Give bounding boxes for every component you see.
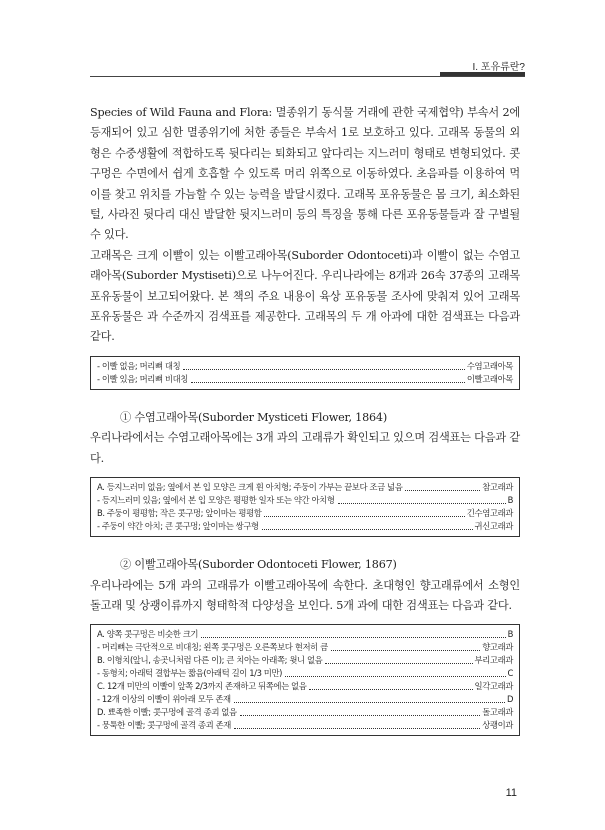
subheading-mysticeti: ① 수염고래아목(Suborder Mysticeti Flower, 1864) [120,410,387,424]
key-result: 참고래과 [482,482,513,493]
page-body [90,103,520,736]
key-odontoceti [90,624,520,736]
key-result: 상괭이과 [482,720,513,731]
key-text: - 이빨 없음; 머리뼈 대칭 [97,360,181,371]
running-header [0,58,605,78]
key-text: - 머리뼈는 극단적으로 비대칭; 왼쪽 콧구멍은 오른쪽보다 현저히 큼 [97,642,328,653]
key-result: C [507,668,513,679]
key-result: 긴수염고래과 [466,508,513,519]
key-row [97,481,513,494]
key-text: B. 주둥이 평평함; 작은 콧구멍; 앞이마는 평평함 [97,508,262,519]
header-rule [90,76,525,77]
key-text: B. 이형치(앞니, 송곳니처럼 다른 이); 큰 치아는 아래쪽; 윗니 없음 [97,655,323,666]
header-title: I. 포유류란? [472,62,525,73]
key-row [97,373,513,386]
key-text: D. 뾰족한 이빨; 콧구멍에 골격 종괴 없음 [97,707,237,718]
key-text: A. 등지느러미 없음; 옆에서 본 입 모양은 크게 휜 아치형; 주둥이 가부는 끝보다 조금 넓음 [97,482,403,493]
key-mysticeti [90,477,520,537]
paragraph-4: 우리나라에는 5개 과의 고래류가 이빨고래아목에 속한다. 초대형인 향고래류에서 소형인 돌고래 및 상괭이류까지 형태학적 다양성을 보인다. 5개 과에 대한 검색표는 다음과 같다. [90,578,520,612]
key-result: 향고래과 [482,642,513,653]
key-row [97,706,513,719]
paragraph-1: Species of Wild Fauna and Flora: 멸종위기 동식물 거래에 관한 국제협약) 부속서 2에 등재되어 있고 심한 멸종위기에 처한 종들은 부속서 1로 보호하고 있다. 고래목 동물의 외형은 수중생활에 적합하도록 뒷다리는 퇴화되고 앞다리는 지느러미 형태로 변형되었다. 콧구멍은 수면에서 쉽게 호흡할 수 있도록 머리 위쪽으로 이동하였다. 초음파를 이용하여 먹이를 찾고 위치를 가늠할 수 있는 능력을 발달시켰다. 고래목 포유동물은 몸 크기, 최소화된 털, 사라진 뒷다리 대신 발달한 뒷지느러미 등의 특징을 통해 다른 포유동물들과 잘 구별될 수 있다. [90,106,520,242]
key-text: - 동형치; 아래턱 결합부는 짧음(아래턱 길이 1/3 미만) [97,668,283,679]
key-text: - 주둥이 약간 아치; 큰 콧구멍; 앞이마는 쌍구형 [97,521,259,532]
key-text: - 12개 이상의 이빨이 위아래 모두 존재 [97,694,231,705]
key-result: 이빨고래아목 [466,373,513,384]
key-row [97,520,513,533]
key-row [97,667,513,680]
key-row [97,693,513,706]
key-row [97,628,513,641]
subheading-odontoceti: ② 이빨고래아목(Suborder Odontoceti Flower, 1867) [120,558,397,572]
key-row [97,719,513,732]
key-result: 귀신고래과 [474,521,513,532]
key-result: B [507,629,513,640]
key-result: 일각고래과 [474,681,513,692]
key-result: 부리고래과 [474,655,513,666]
key-text: - 등지느러미 있음; 옆에서 본 입 모양은 평평한 일자 또는 약간 아치형 [97,495,335,506]
key-text: C. 12개 미만의 이빨이 앞쪽 2/3까지 존재하고 뒤쪽에는 없음 [97,681,307,692]
key-row [97,360,513,373]
key-result: D [506,694,513,705]
key-row [97,507,513,520]
paragraph-2: 고래목은 크게 이빨이 있는 이빨고래아목(Suborder Odontoceti)과 이빨이 없는 수염고래아목(Suborder Mystiseti)으로 나누어진다. 우리나라에는 8개과 26속 37종의 고래목 포유동물이 보고되어왔다. 본 책의 주요 내용이 육상 포유동물 조사에 맞춰져 있어 고래목 포유동물은 과 수준까지 검색표를 제공한다. 고래목의 두 개 아과에 대한 검색표는 다음과 같다. [90,248,520,344]
key-row [97,680,513,693]
key-result: B [507,495,513,506]
key-row [97,654,513,667]
key-result: 수염고래아목 [466,360,513,371]
key-text: - 뭉툭한 이빨; 콧구멍에 골격 종괴 존재 [97,720,231,731]
key-suborders [90,356,520,390]
page-number: 11 [505,787,517,799]
key-result: 돌고래과 [482,707,513,718]
paragraph-3: 우리나라에서는 수염고래아목에는 3개 과의 고래류가 확인되고 있으며 검색표는 다음과 같다. [90,431,520,465]
key-text: A. 양쪽 콧구멍은 비슷한 크기 [97,629,199,640]
key-row [97,494,513,507]
key-row [97,641,513,654]
key-text: - 이빨 있음; 머리뼈 비대칭 [97,373,188,384]
